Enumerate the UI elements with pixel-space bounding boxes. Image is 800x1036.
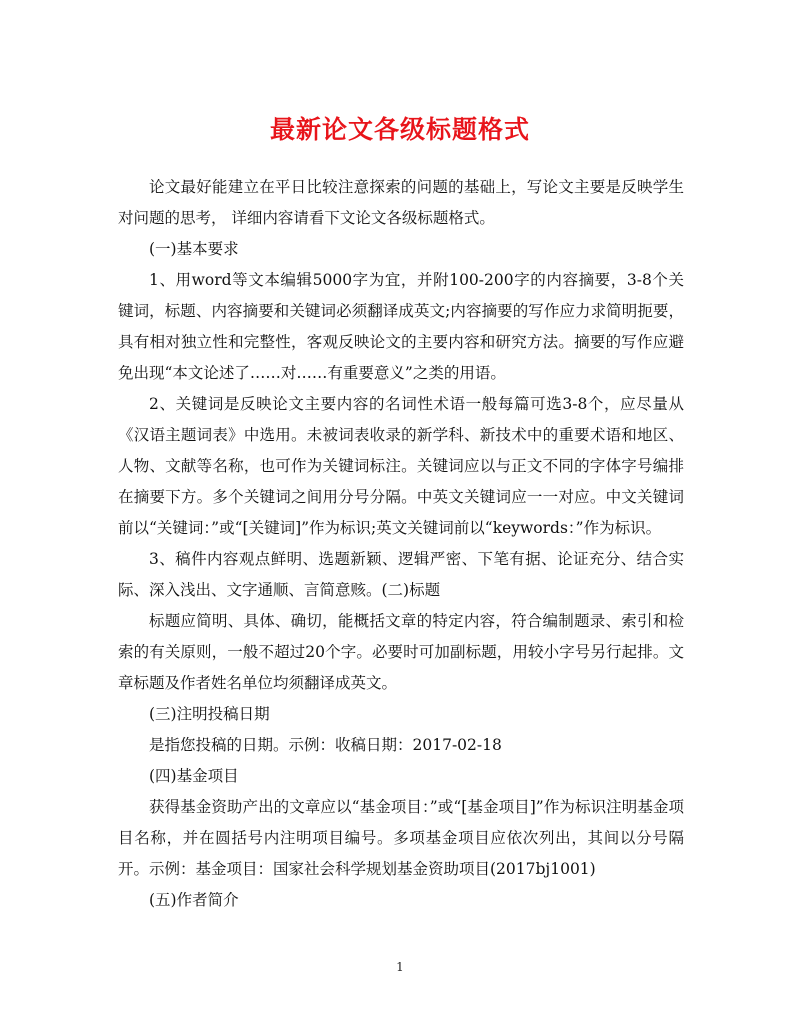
paragraph-fund-project: 获得基金资助产出的文章应以“基金项目：”或“[基金项目]”作为标识注明基金项目名称，并在圆括号内注明项目编号。多项基金项目应依次列出，其间以分号隔开。示例：基金项目：国家社会科学规划基金资助项目(2017bj1001) xyxy=(118,798,684,878)
paragraph-title-rules: 标题应简明、具体、确切，能概括文章的特定内容，符合编制题录、索引和检索的有关原则，一般不超过20个字。必要时可加副标题，用较小字号另行起排。文章标题及作者姓名单位均须翻译成英文。 xyxy=(118,612,684,692)
section-heading-author-bio: (五)作者简介 xyxy=(149,891,239,909)
paragraph-item-2: 2、关键词是反映论文主要内容的名词性术语一般每篇可选3-8个，应尽量从《汉语主题词表》中选用。未被词表收录的新学科、新技术中的重要术语和地区、人物、文献等名称，也可作为关键词标注。关键词应以与正文不同的字体字号编排在摘要下方。多个关键词之间用分号分隔。中英文关键词应一一对应。中文关键词前以“关键词：”或“[关键词]”作为标识;英文关键词前以“keywords：”作为标识。 xyxy=(118,395,684,537)
section-heading-basic-requirements: (一)基本要求 xyxy=(149,240,239,258)
section-heading-submission-date: (三)注明投稿日期 xyxy=(149,705,270,723)
paragraph-item-3: 3、稿件内容观点鲜明、选题新颖、逻辑严密、下笔有据、论证充分、结合实际、深入浅出、文字通顺、言简意赅。(二)标题 xyxy=(118,550,684,599)
document-body xyxy=(118,172,684,916)
section-heading-fund-project: (四)基金项目 xyxy=(149,767,239,785)
page-title: 最新论文各级标题格式 xyxy=(269,115,530,144)
intro-paragraph: 论文最好能建立在平日比较注意探索的问题的基础上，写论文主要是反映学生对问题的思考， 详细内容请看下文论文各级标题格式。 xyxy=(118,178,684,227)
paragraph-item-1: 1、用word等文本编辑5000字为宜，并附100-200字的内容摘要，3-8个关键词，标题、内容摘要和关键词必须翻译成英文;内容摘要的写作应力求简明扼要，具有相对独立性和完整性，客观反映论文的主要内容和研究方法。摘要的写作应避免出现“本文论述了……对……有重要意义”之类的用语。 xyxy=(118,271,684,382)
page-number: 1 xyxy=(396,960,404,974)
paragraph-submission-date: 是指您投稿的日期。示例：收稿日期：2017-02-18 xyxy=(149,736,502,754)
